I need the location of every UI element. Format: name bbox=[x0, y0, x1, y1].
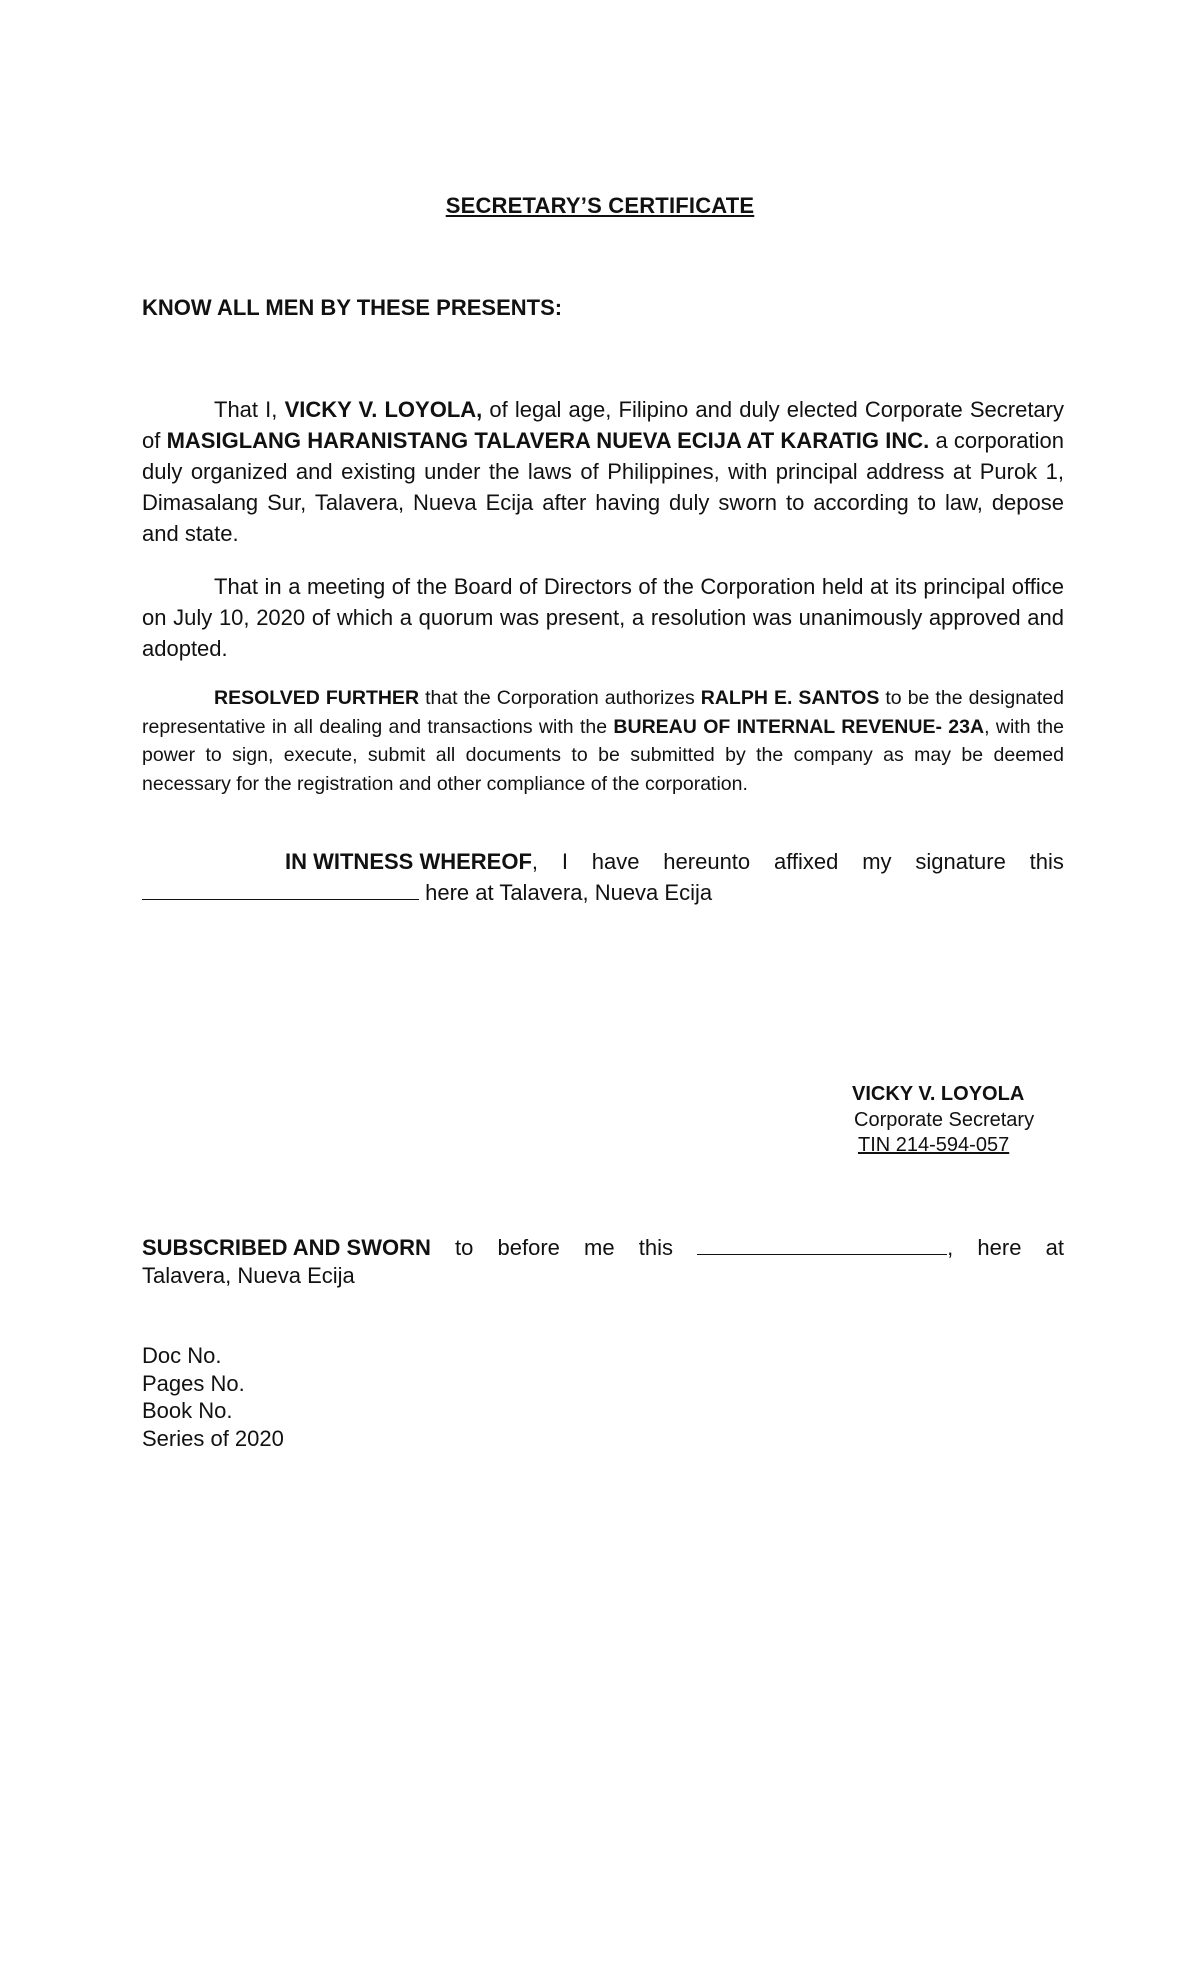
witness-line bbox=[142, 846, 1064, 877]
secretary-name: VICKY V. LOYOLA, bbox=[284, 397, 483, 422]
witness-lead bbox=[285, 846, 538, 877]
paragraph-witness bbox=[142, 846, 1064, 908]
witness-word: signature bbox=[915, 849, 1006, 874]
jurat-word: this bbox=[638, 1235, 673, 1260]
pages-number: Pages No. bbox=[142, 1370, 245, 1396]
certificate-title: SECRETARY’S CERTIFICATE bbox=[445, 193, 755, 218]
jurat-word: me bbox=[584, 1235, 615, 1260]
doc-number: Doc No. bbox=[142, 1343, 222, 1368]
witness-word: affixed bbox=[773, 849, 839, 874]
witness-word: I bbox=[561, 849, 568, 874]
paragraph-text: That in a meeting of the Board of Directors of the Corporation held at its principal office on July 10, 2020 of which a quorum was present, a resolution was unanimously approved and adopted. bbox=[142, 574, 1064, 661]
jurat bbox=[142, 1232, 1064, 1290]
signatory-role: Corporate Secretary bbox=[854, 1108, 1035, 1131]
notarial-details bbox=[142, 1342, 284, 1452]
witness-word: hereunto bbox=[663, 849, 751, 874]
jurat-blank-line bbox=[697, 1232, 947, 1255]
paragraph-text: of legal age, Filipino and duly elected Corporate Secretary of bbox=[142, 397, 1064, 453]
witness-place: here at Talavera, Nueva Ecija bbox=[419, 880, 713, 905]
date-blank-line bbox=[142, 877, 419, 900]
jurat-line bbox=[142, 1232, 1064, 1262]
paragraph-text: to be the designated representative in all dealing and transactions with the bbox=[142, 687, 1064, 738]
jurat-lead: SUBSCRIBED AND SWORN bbox=[142, 1235, 431, 1260]
corporation-name: MASIGLANG HARANISTANG TALAVERA NUEVA ECIJA AT KARATIG INC. bbox=[166, 428, 930, 453]
series-year: Series of 2020 bbox=[142, 1425, 284, 1451]
jurat-blank bbox=[697, 1232, 953, 1262]
paragraph-meeting bbox=[142, 571, 1064, 664]
representative-name: RALPH E. SANTOS bbox=[700, 687, 880, 709]
paragraph-statement bbox=[142, 394, 1064, 549]
paragraph-text: that the Corporation authorizes bbox=[419, 687, 701, 709]
signature-block bbox=[852, 1082, 1034, 1159]
witness-word: have bbox=[591, 849, 640, 874]
agency-name: BUREAU OF INTERNAL REVENUE- 23A bbox=[613, 715, 985, 738]
witness-line-2 bbox=[142, 877, 1064, 908]
jurat-comma: , bbox=[947, 1235, 954, 1260]
preamble-heading: KNOW ALL MEN BY THESE PRESENTS: bbox=[142, 295, 563, 320]
book-number: Book No. bbox=[142, 1398, 233, 1423]
paragraph-text: That I, bbox=[214, 397, 285, 422]
jurat-place: Talavera, Nueva Ecija bbox=[142, 1263, 355, 1288]
witness-word: my bbox=[862, 849, 892, 874]
paragraph-text: , with the power to sign, execute, submit all documents to be submitted by the company as may be deemed necessary for the registration and other compliance of the corporation. bbox=[142, 715, 1064, 795]
jurat-word: at bbox=[1045, 1235, 1064, 1260]
witness-word: , bbox=[531, 849, 539, 874]
jurat-word: before bbox=[497, 1235, 560, 1260]
paragraph-resolution bbox=[142, 684, 1064, 798]
witness-lead-text: IN WITNESS WHEREOF bbox=[285, 849, 532, 874]
signatory-name: VICKY V. LOYOLA bbox=[852, 1083, 1025, 1105]
jurat-word: to bbox=[455, 1235, 474, 1260]
resolution-lead: RESOLVED FURTHER bbox=[214, 687, 420, 709]
signatory-tin: TIN 214-594-057 bbox=[858, 1134, 1010, 1156]
jurat-word: here bbox=[977, 1235, 1022, 1260]
paragraph-text: a corporation duly organized and existing under the laws of Philippines, with principal address at Purok 1, Dimasalang Sur, Talavera, Nueva Ecija after having duly sworn to according to law, depose and state. bbox=[142, 428, 1064, 546]
witness-word: this bbox=[1029, 849, 1064, 874]
